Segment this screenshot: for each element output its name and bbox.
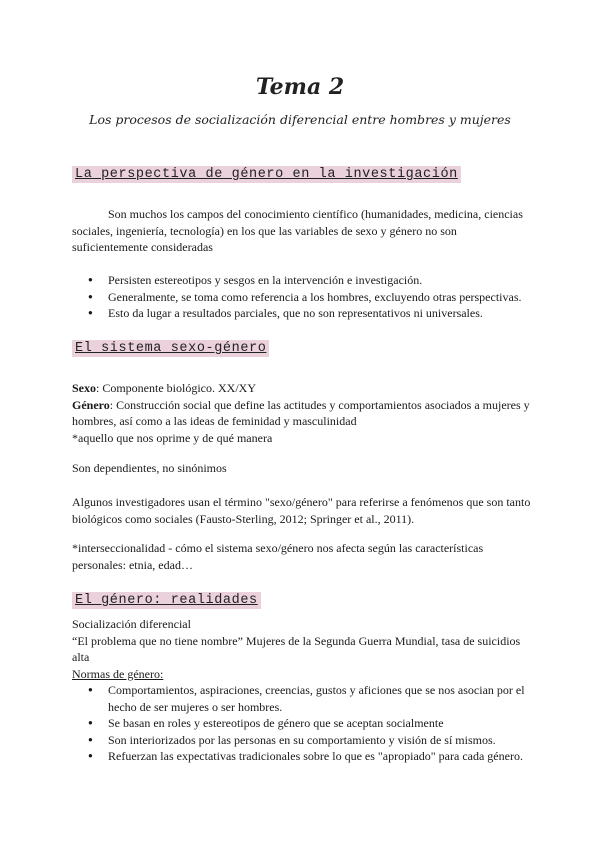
- list-item: ● Son interiorizados por las personas en su comportamiento y visión de sí mismos.: [72, 732, 532, 749]
- page-title: Tema 2: [255, 74, 345, 100]
- list-item: ● Generalmente, se toma como referencia a los hombres, excluyendo otras perspectivas.: [72, 289, 532, 306]
- investigadores-text: Algunos investigadores usan el término "sexo/género" para referirse a fenómenos que son tanto biológicos como sociales (Fausto-Sterling, 2012; Springer et al., 2011).: [72, 495, 531, 526]
- sexo-term: Sexo: [72, 381, 96, 395]
- list-item: ● Comportamientos, aspiraciones, creencias, gustos y aficiones que se nos asocian por el hecho de ser mujeres o ser hombres.: [72, 682, 532, 715]
- normas-label: Normas de género:: [72, 666, 164, 681]
- list-item: ● Esto da lugar a resultados parciales, que no son representativos ni universales.: [72, 305, 532, 322]
- section-heading-perspectiva: La perspectiva de género en la investigación: [72, 166, 461, 183]
- genero-text: : Construcción social que define las actitudes y comportamientos asociados a mujeres y hombres, así como a las ideas de feminidad y masculinidad: [72, 397, 530, 428]
- socializacion-line: Socialización diferencial: [72, 617, 191, 631]
- problema-line: “El problema que no tiene nombre” Mujeres de la Segunda Guerra Mundial, tasa de suicidios alta: [72, 633, 521, 664]
- section1-body: [72, 206, 532, 256]
- normas-bullet-list: [72, 682, 532, 765]
- sexo-definition: [72, 380, 532, 397]
- page-subtitle: Los procesos de socialización diferencial entre hombres y mujeres: [89, 112, 511, 127]
- section1-bullet-list: [72, 272, 532, 322]
- note-oprime: *aquello que nos oprime y de qué manera: [72, 430, 273, 445]
- dependientes-text: Son dependientes, no sinónimos: [72, 461, 227, 475]
- sexo-text: : Componente biológico. XX/XY: [96, 381, 256, 395]
- genero-term: Género: [72, 397, 110, 412]
- section2-body: [72, 380, 532, 446]
- list-item: ● Persisten estereotipos y sesgos en la intervención e investigación.: [72, 272, 532, 289]
- section-heading-realidades: El género: realidades: [72, 592, 261, 609]
- list-item: ● Se basan en roles y estereotipos de género que se aceptan socialmente: [72, 715, 532, 732]
- section1-paragraph: Son muchos los campos del conocimiento científico (humanidades, medicina, ciencias sociales, ingeniería, tecnología) en los que las variables de sexo y género no son suficientemente consideradas: [72, 207, 523, 254]
- genero-definition: [72, 397, 532, 430]
- section3-body: [72, 616, 532, 765]
- list-item: ● Refuerzan las expectativas tradicionales sobre lo que es "apropiado" para cada género.: [72, 748, 532, 765]
- interseccionalidad-text: *interseccionalidad - cómo el sistema sexo/género nos afecta según las características personales: etnia, edad…: [72, 541, 484, 572]
- section-heading-sistema: El sistema sexo-género: [72, 340, 269, 357]
